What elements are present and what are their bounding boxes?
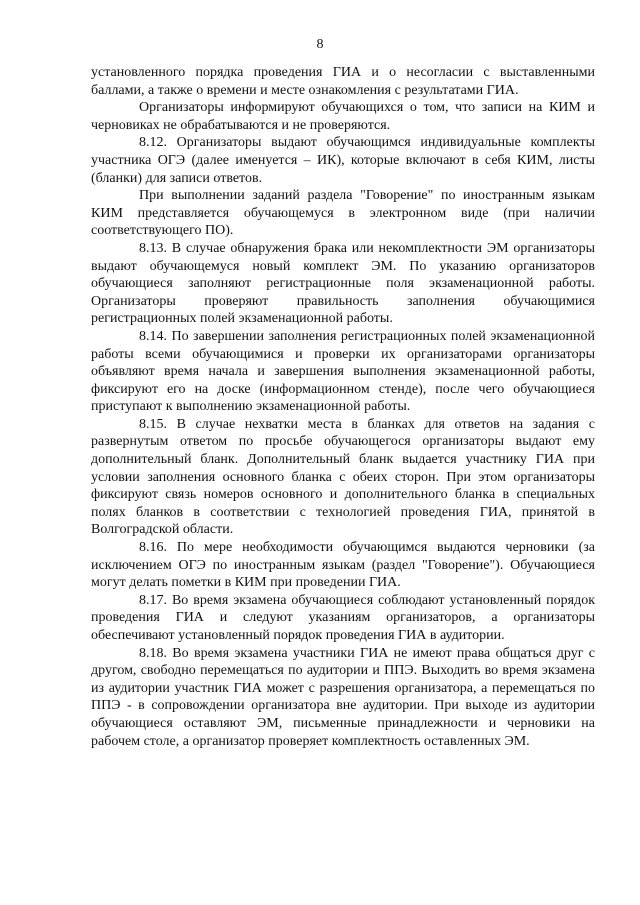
paragraph-8-15: 8.15. В случае нехватки места в бланках для ответов на задания с развернутым ответом по просьбе обучающегося организаторы выдают ему дополнительный бланк. Дополнительный бланк выдается участнику ГИА при условии заполнения основного бланка с обеих сторон. При этом организаторы фиксируют связь номеров основного и дополнительного бланка в специальных полях бланков в соответствии с технологией проведения ГИА, принятой в Волгоградской области. (91, 416, 595, 538)
paragraph-8-14: 8.14. По завершении заполнения регистрационных полей экзаменационной работы всеми обучающимися и проверки их организаторами организаторы объявляют время начала и завершения выполнения экзаменационной работы, фиксируют его на доске (информационном стенде), после чего обучающиеся приступают к выполнению экзаменационной работы. (91, 328, 595, 415)
paragraph: установленного порядка проведения ГИА и о несогласии с выставленными баллами, а также о времени и месте ознакомления с результатами ГИА. (91, 65, 595, 98)
paragraph-8-16: 8.16. По мере необходимости обучающимся выдаются черновики (за исключением ОГЭ по иностранным языкам (раздел "Говорение"). Обучающиеся могут делать пометки в КИМ при проведении ГИА. (91, 540, 595, 591)
paragraph: При выполнении заданий раздела "Говорение" по иностранным языкам КИМ представляется обучающемуся в электронном виде (при наличии соответствующего ПО). (91, 188, 595, 239)
document-body (91, 64, 595, 750)
paragraph-8-18: 8.18. Во время экзамена участники ГИА не имеют права общаться друг с другом, свободно перемещаться по аудитории и ППЭ. Выходить во время экзамена из аудитории участник ГИА может с разрешения организатора, а перемещаться по ППЭ - в сопровождении организатора вне аудитории. При выходе из аудитории обучающиеся оставляют ЭМ, письменные принадлежности и черновики на рабочем столе, а организатор проверяет комплектность оставленных ЭМ. (91, 645, 595, 749)
paragraph: Организаторы информируют обучающихся о том, что записи на КИМ и черновиках не обрабатываются и не проверяются. (91, 100, 595, 133)
paragraph-8-13: 8.13. В случае обнаружения брака или некомплектности ЭМ организаторы выдают обучающемуся новый комплект ЭМ. По указанию организаторов обучающиеся заполняют регистрационные поля экзаменационной работы. Организаторы проверяют правильность заполнения обучающимися регистрационных полей экзаменационной работы. (91, 240, 595, 327)
page-number: 8 (316, 37, 324, 52)
paragraph-8-17: 8.17. Во время экзамена обучающиеся соблюдают установленный порядок проведения ГИА и следуют указаниям организаторов, а организаторы обеспечивают установленный порядок проведения ГИА в аудитории. (91, 592, 595, 643)
paragraph-8-12: 8.12. Организаторы выдают обучающимся индивидуальные комплекты участника ОГЭ (далее именуется – ИК), которые включают в себя КИМ, листы (бланки) для записи ответов. (91, 135, 595, 186)
